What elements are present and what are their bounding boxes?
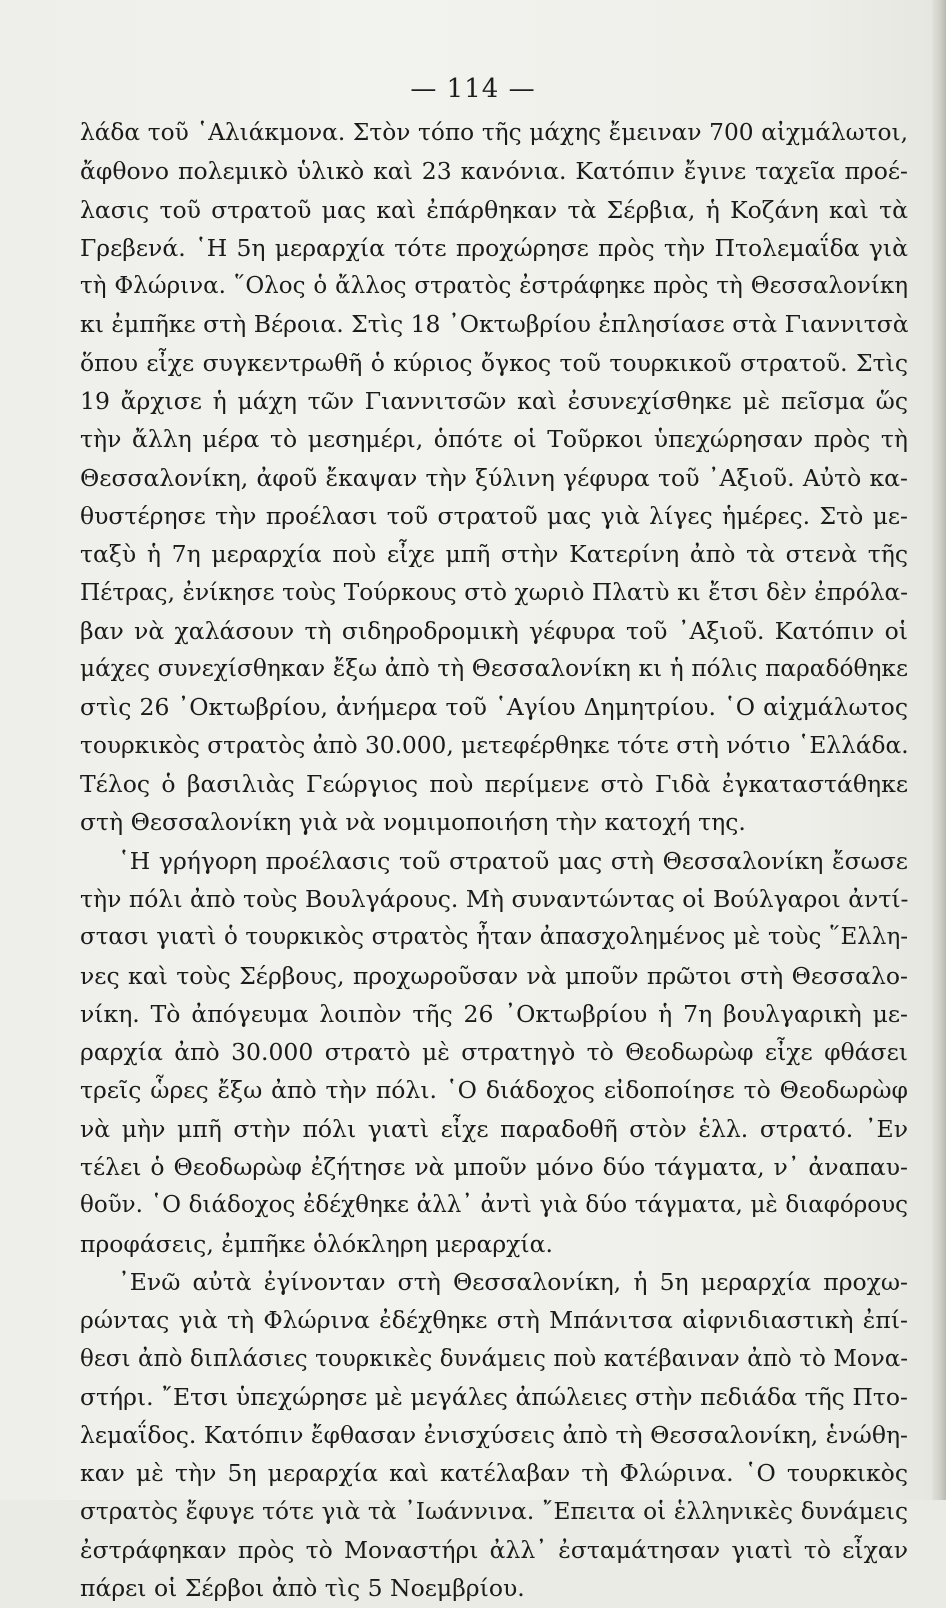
text-line: λασις τοῦ στρατοῦ μας καὶ ἐπάρθηκαν τὰ Σέρβια, ἡ Κοζάνη καὶ τὰ <box>80 195 908 224</box>
text-line: ᾿Ενῶ αὐτὰ ἐγίνονταν στὴ Θεσσαλονίκη, ἡ 5η μεραρχία προχω- <box>118 1267 908 1296</box>
text-line: τέλει ὁ Θεοδωρὼφ ἐζήτησε νὰ μποῦν μόνο δύο τάγματα, ν᾿ ἀναπαυ- <box>80 1153 908 1182</box>
page-number: — 114 — <box>410 74 536 104</box>
text-line: τὴν πόλι ἀπὸ τοὺς Βουλγάρους. Μὴ συναντώντας οἱ Βούλγαροι ἀντί- <box>80 884 909 913</box>
text-line: τὴ Φλώρινα. ῞Ολος ὁ ἄλλος στρατὸς ἐστράφηκε πρὸς τὴ Θεσσαλονίκη <box>80 273 908 300</box>
text-line: στήρι. ῎Ετσι ὑπεχώρησε μὲ μεγάλες ἀπώλειες στὴν πεδιάδα τῆς Πτο- <box>80 1382 908 1411</box>
text-line: στρατὸς ἔφυγε τότε γιὰ τὰ ᾿Ιωάννινα. ῎Επειτα οἱ ἑλληνικὲς δυνάμεις <box>80 1497 908 1525</box>
text-line: λεμαΐδος. Κατόπιν ἔφθασαν ἐνισχύσεις ἀπὸ τὴ Θεσσαλονίκη, ἑνώθη- <box>80 1421 908 1450</box>
text-line: λάδα τοῦ ῾Αλιάκμονα. Στὸν τόπο τῆς μάχης ἔμειναν 700 αἰχμάλωτοι, <box>80 119 908 146</box>
text-line: ταξὺ ἡ 7η μεραρχία ποὺ εἶχε μπῆ στὴν Κατερίνη ἀπὸ τὰ στενὰ τῆς <box>80 540 908 569</box>
text-line: ῾Η γρήγορη προέλασις τοῦ στρατοῦ μας στὴ Θεσσαλονίκη ἔσωσε <box>118 846 908 875</box>
text-line: ρώντας γιὰ τὴ Φλώρινα ἐδέχθηκε στὴ Μπάνιτσα αἰφνιδιαστικὴ ἐπί- <box>80 1306 908 1335</box>
text-line: ἐστράφηκαν πρὸς τὸ Μοναστήρι ἀλλ᾿ ἐσταμάτησαν γιατὶ τὸ εἶχαν <box>80 1535 908 1564</box>
text-line: ὅπου εἶχε συγκεντρωθῆ ὁ κύριος ὄγκος τοῦ τουρκικοῦ στρατοῦ. Στὶς <box>80 348 908 377</box>
text-line: κι ἐμπῆκε στὴ Βέροια. Στὶς 18 ᾿Οκτωβρίου ἐπλησίασε στὰ Γιαννιτσὰ <box>80 310 909 339</box>
text-line: στὴ Θεσσαλονίκη γιὰ νὰ νομιμοποιήση τὴν κατοχή της. <box>80 808 746 837</box>
text-line: 19 ἄρχισε ἡ μάχη τῶν Γιαννιτσῶν καὶ ἐσυνεχίσθηκε μὲ πεῖσμα ὥς <box>80 387 908 416</box>
body-text <box>80 114 908 1608</box>
text-line: πάρει οἱ Σέρβοι ἀπὸ τὶς 5 Νοεμβρίου. <box>80 1574 525 1603</box>
text-line: καν μὲ τὴν 5η μεραρχία καὶ κατέλαβαν τὴ Φλώρινα. ῾Ο τουρκικὸς <box>80 1459 908 1488</box>
text-line: τὴν ἄλλη μέρα τὸ μεσημέρι, ὁπότε οἱ Τοῦρκοι ὑπεχώρησαν πρὸς τὴ <box>80 425 908 454</box>
text-line: τρεῖς ὧρες ἔξω ἀπὸ τὴν πόλι. ῾Ο διάδοχος εἰδοποίησε τὸ Θεοδωρὼφ <box>80 1076 908 1105</box>
text-line: τουρκικὸς στρατὸς ἀπὸ 30.000, μετεφέρθηκε τότε στὴ νότιο ῾Ελλάδα. <box>80 731 909 759</box>
text-line: ἄφθονο πολεμικὸ ὑλικὸ καὶ 23 κανόνια. Κατόπιν ἔγινε ταχεῖα προέ- <box>80 157 908 186</box>
text-line: Πέτρας, ἐνίκησε τοὺς Τούρκους στὸ χωριὸ Πλατὺ κι ἔτσι δὲν ἐπρόλα- <box>80 578 908 606</box>
text-line: θεσι ἀπὸ διπλάσιες τουρκικὲς δυνάμεις ποὺ κατέβαιναν ἀπὸ τὸ Μονα- <box>80 1345 908 1372</box>
text-line: νίκη. Τὸ ἀπόγευμα λοιπὸν τῆς 26 ᾿Οκτωβρίου ἡ 7η βουλγαρικὴ με- <box>80 999 908 1028</box>
text-line: νὰ μὴν μπῆ στὴν πόλι γιατὶ εἶχε παραδοθῆ στὸν ἑλλ. στρατό. ᾿Εν <box>80 1114 908 1143</box>
text-line: θυστέρησε τὴν προέλασι τοῦ στρατοῦ μας γιὰ λίγες ἡμέρες. Στὸ με- <box>80 501 908 530</box>
text-line: μάχες συνεχίσθηκαν ἔξω ἀπὸ τὴ Θεσσαλονίκη κι ἡ πόλις παραδόθηκε <box>80 655 908 683</box>
page-edge-shadow <box>932 0 946 1500</box>
text-line: στασι γιατὶ ὁ τουρκικὸς στρατὸς ἦταν ἀπασχολημένος μὲ τοὺς ῞Ελλη- <box>80 924 908 951</box>
text-line: νες καὶ τοὺς Σέρβους, προχωροῦσαν νὰ μποῦν πρῶτοι στὴ Θεσσαλο- <box>80 961 908 990</box>
text-line: ραρχία ἀπὸ 30.000 στρατὸ μὲ στρατηγὸ τὸ Θεοδωρὼφ εἶχε φθάσει <box>80 1038 908 1067</box>
text-line: Γρεβενά. ῾Η 5η μεραρχία τότε προχώρησε πρὸς τὴν Πτολεμαΐδα γιὰ <box>80 233 908 262</box>
text-line: βαν νὰ χαλάσουν τὴ σιδηροδρομικὴ γέφυρα τοῦ ᾿Αξιοῦ. Κατόπιν οἱ <box>80 616 908 645</box>
text-line: στὶς 26 ᾿Οκτωβρίου, ἀνήμερα τοῦ ῾Αγίου Δημητρίου. ῾Ο αἰχμάλωτος <box>80 693 908 722</box>
text-line: προφάσεις, ἐμπῆκε ὁλόκληρη μεραρχία. <box>80 1229 553 1258</box>
text-line: Θεσσαλονίκη, ἀφοῦ ἔκαψαν τὴν ξύλινη γέφυρα τοῦ ᾿Αξιοῦ. Αὐτὸ κα- <box>80 463 908 492</box>
text-line: Τέλος ὁ βασιλιὰς Γεώργιος ποὺ περίμενε στὸ Γιδὰ ἐγκαταστάθηκε <box>80 770 908 799</box>
text-line: θοῦν. ῾Ο διάδοχος ἐδέχθηκε ἀλλ᾿ ἀντὶ γιὰ δύο τάγματα, μὲ διαφόρους <box>80 1192 908 1219</box>
